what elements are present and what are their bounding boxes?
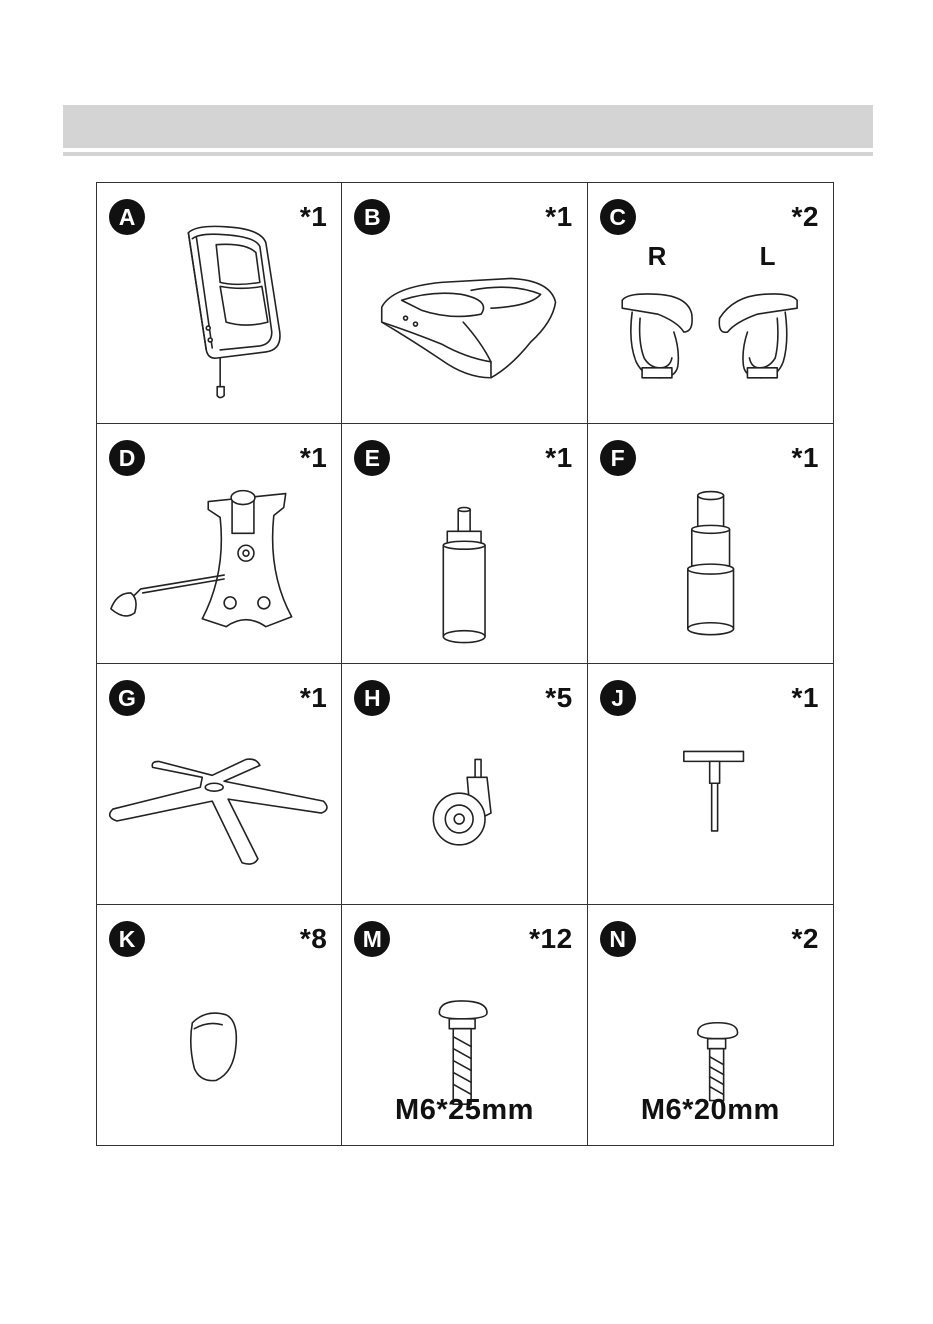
tilt-mechanism-illustration <box>97 424 341 664</box>
part-quantity: *1 <box>299 201 328 232</box>
part-letter-badge: B <box>354 199 390 235</box>
part-letter-badge: D <box>109 440 145 476</box>
part-letter-badge: N <box>600 921 636 957</box>
part-letter-badge: K <box>109 921 145 957</box>
gas-lift-illustration <box>342 424 586 664</box>
part-letter-badge: H <box>354 680 390 716</box>
part-cell-b <box>342 183 587 424</box>
part-quantity: *8 <box>299 922 328 954</box>
part-cell-h <box>342 664 587 905</box>
caster-wheel-illustration <box>342 664 586 904</box>
part-cell-a <box>97 183 342 424</box>
part-quantity: *1 <box>299 441 328 473</box>
parts-list-grid <box>96 182 834 1146</box>
part-quantity: *1 <box>791 682 819 713</box>
part-letter-badge: E <box>354 440 390 476</box>
bolt-size-label: M6*25mm <box>395 1094 534 1126</box>
part-quantity: *12 <box>529 922 573 954</box>
part-quantity: *1 <box>545 441 573 473</box>
part-quantity: *5 <box>545 682 573 713</box>
part-letter-badge: F <box>600 440 636 476</box>
part-quantity: *1 <box>791 441 819 473</box>
right-armrest-label: R <box>647 241 667 271</box>
part-letter-badge: M <box>354 921 390 957</box>
part-letter-badge: J <box>600 680 636 716</box>
part-cell-d <box>97 424 342 665</box>
part-quantity: *2 <box>791 922 819 954</box>
backrest-illustration <box>97 183 341 423</box>
left-armrest-label: L <box>759 241 776 271</box>
section-header-bar <box>63 105 873 148</box>
bolt-size-label: M6*20mm <box>640 1094 780 1126</box>
part-quantity: *1 <box>545 201 573 232</box>
star-base-illustration <box>97 664 341 904</box>
part-cell-k <box>97 905 342 1146</box>
seat-illustration <box>342 183 586 423</box>
part-cell-j <box>588 664 833 905</box>
hex-key-illustration <box>588 664 833 904</box>
plug-cap-illustration <box>97 905 341 1146</box>
part-letter-badge: C <box>600 199 636 235</box>
part-letter-badge: G <box>109 680 145 716</box>
section-header-rule <box>63 152 873 156</box>
part-quantity: *2 <box>791 201 819 232</box>
part-cell-f <box>588 424 833 665</box>
cylinder-cover-illustration <box>588 424 833 664</box>
part-quantity: *1 <box>299 682 328 713</box>
part-cell-g <box>97 664 342 905</box>
part-cell-e <box>342 424 587 665</box>
part-cell-m <box>342 905 587 1146</box>
part-cell-n <box>588 905 833 1146</box>
part-letter-badge: A <box>109 199 145 235</box>
armrests-illustration <box>588 183 833 423</box>
part-cell-c <box>588 183 833 424</box>
